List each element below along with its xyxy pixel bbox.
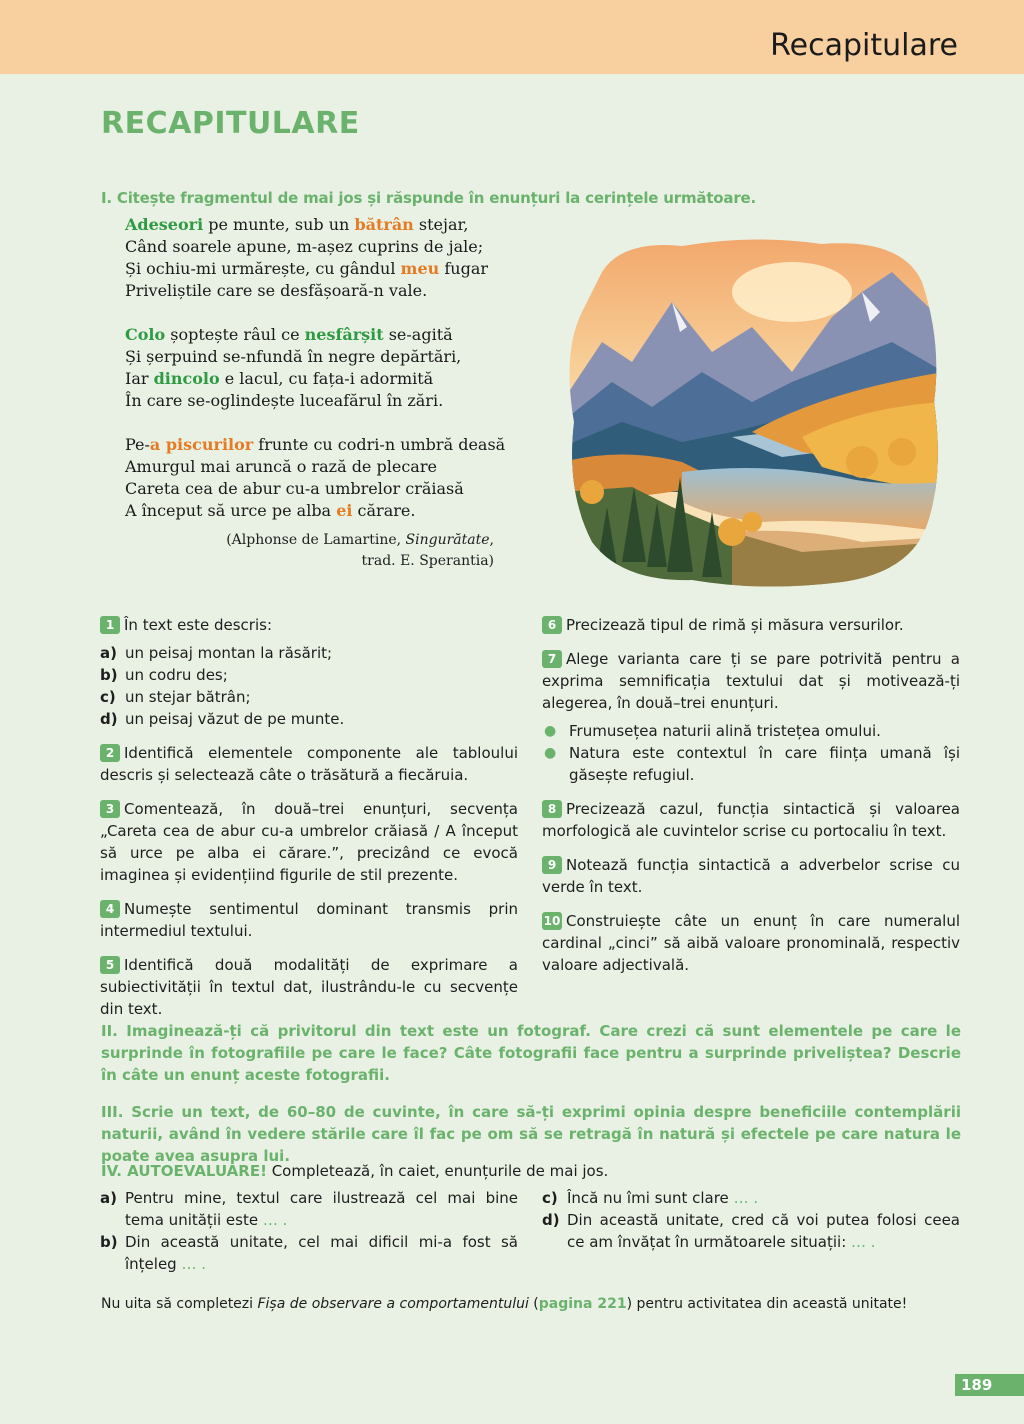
option-text	[125, 1231, 518, 1275]
self-eval-c-text: Încă nu îmi sunt clare	[567, 1189, 734, 1207]
task-number: 6	[542, 616, 562, 634]
tasks-left-column	[100, 614, 518, 1032]
option-c	[100, 686, 518, 708]
option-text	[567, 1187, 758, 1209]
option-letter: c)	[100, 688, 116, 706]
adverb-highlight: Colo	[125, 325, 166, 344]
option-a	[100, 642, 518, 664]
self-eval-c	[542, 1187, 960, 1209]
task-10	[542, 910, 960, 976]
poem-text: frunte cu codri-n umbră deasă	[253, 435, 506, 454]
footer-note	[101, 1294, 907, 1314]
poem-text: A început să urce pe alba	[125, 501, 337, 520]
poem-stanza-3	[125, 434, 525, 522]
page-number: 189	[955, 1374, 1024, 1396]
poem-text: Iar	[125, 369, 154, 388]
self-evaluation-text: Completează, în caiet, enunțurile de mai jos.	[266, 1162, 609, 1180]
task-1-prompt	[100, 614, 518, 636]
task-7-prompt	[542, 648, 960, 714]
blank-dots: … .	[851, 1233, 876, 1251]
pronoun-highlight: ei	[336, 501, 353, 520]
task-number: 8	[542, 800, 562, 818]
section-1-heading-text: I. Citește fragmentul de mai jos și răspunde în enunțuri la cerințele următoare.	[101, 189, 756, 207]
option-letter: b)	[100, 666, 118, 684]
option-text	[125, 1187, 518, 1231]
task-7	[542, 648, 960, 786]
option-letter: d)	[100, 710, 118, 728]
task-number: 3	[100, 800, 120, 818]
poem-text: e lacul, cu fața-i adormită	[219, 369, 434, 388]
task-text: În text este descris:	[124, 616, 273, 634]
adverb-highlight: nesfârșit	[304, 325, 384, 344]
bullet-text: Natura este contextul în care ființa umană își găsește refugiul.	[569, 744, 960, 784]
option-text: un peisaj montan la răsărit;	[125, 644, 333, 662]
note-text: ) pentru activitatea din această unitate!	[626, 1296, 908, 1312]
self-evaluation-right	[542, 1187, 960, 1253]
task-text: Notează funcția sintactică a adverbelor scrise cu verde în text.	[542, 856, 960, 896]
source-line-1	[200, 530, 494, 551]
task-4	[100, 898, 518, 942]
poem-text: cărare.	[352, 501, 416, 520]
task-number: 4	[100, 900, 120, 918]
self-eval-a-text: Pentru mine, textul care ilustrează cel mai bine tema unității este	[125, 1189, 518, 1229]
task-9	[542, 854, 960, 898]
option-letter: a)	[100, 1189, 117, 1207]
option-letter: a)	[100, 644, 117, 662]
tasks-right-column	[542, 614, 960, 988]
noun-highlight: a piscurilor	[149, 435, 254, 454]
task-number: 2	[100, 744, 120, 762]
self-evaluation-left	[100, 1187, 518, 1275]
task-number: 5	[100, 956, 120, 974]
task-text: Precizează cazul, funcția sintactică și valoarea morfologică ale cuvintelor scrise cu portocaliu în text.	[542, 800, 960, 840]
adverb-highlight: dincolo	[153, 369, 220, 388]
task-text: Precizează tipul de rimă și măsura versurilor.	[566, 616, 904, 634]
option-letter: d)	[542, 1211, 560, 1229]
poem-text: pe munte, sub un	[203, 215, 355, 234]
mountain-landscape-illustration	[562, 232, 944, 590]
note-text: (	[528, 1296, 539, 1312]
self-eval-a	[100, 1187, 518, 1231]
poem-text: Pe-	[125, 435, 150, 454]
bullet-item	[542, 720, 960, 742]
option-b	[100, 664, 518, 686]
section-3-heading: III. Scrie un text, de 60–80 de cuvinte, în care să-ți exprimi opinia despre beneficiile contemplării naturii, având în vedere stările care îl fac pe om să se retragă în natură și efectele pe care natura le poate avea asupra lui.	[101, 1103, 961, 1165]
task-number: 1	[100, 616, 120, 634]
poem-line	[125, 258, 525, 280]
header-title: Recapitulare	[770, 28, 958, 63]
self-eval-b	[100, 1231, 518, 1275]
poem-text: se-agită	[383, 325, 453, 344]
source-line-2: trad. E. Sperantia)	[361, 553, 494, 569]
task-2	[100, 742, 518, 786]
adverb-highlight: Adeseori	[125, 215, 204, 234]
self-eval-d	[542, 1209, 960, 1253]
task-text: Alege varianta care ți se pare potrivită pentru a exprima semnificația textului dat și motivează-ți alegerea, în două–trei enunțuri.	[542, 650, 960, 712]
noun-highlight: meu	[400, 259, 440, 278]
task-6	[542, 614, 960, 636]
option-text: un peisaj văzut de pe munte.	[125, 710, 345, 728]
task-text: Numește sentimentul dominant transmis prin intermediul textului.	[100, 900, 518, 940]
poem-stanza-1	[125, 214, 525, 302]
bullet-item	[542, 742, 960, 786]
task-text: Construiește câte un enunț în care numeralul cardinal „cinci” să aibă valoare pronominală, respectiv valoare adjectivală.	[542, 912, 960, 974]
poem-line: Priveliștile care se desfășoară-n vale.	[125, 281, 428, 300]
task-3	[100, 798, 518, 886]
self-eval-d-text: Din această unitate, cred că voi putea folosi ceea ce am învățat în următoarele situații:	[567, 1211, 960, 1251]
poem-text: fugar	[439, 259, 489, 278]
poem-line: Când soarele apune, m-așez cuprins de jale;	[125, 237, 484, 256]
poem-text: Și ochiu-mi urmărește, cu gândul	[125, 259, 401, 278]
task-5	[100, 954, 518, 1020]
self-eval-b-text: Din această unitate, cel mai dificil mi-a fost să înțeleg	[125, 1233, 518, 1273]
note-worksheet-title: Fișa de observare a comportamentului	[257, 1296, 529, 1312]
task-number: 7	[542, 650, 562, 668]
poem-line: Și șerpuind se-nfundă în negre depărtări,	[125, 347, 462, 366]
task-1	[100, 614, 518, 730]
task-text: Comentează, în două–trei enunțuri, secvența „Careta cea de abur cu-a umbrelor crăiasă / A început să urce pe alba ei cărare.”, precizând ce evocă imaginea și evidențiind figurile de stil prezente.	[100, 800, 518, 884]
section-2-heading: II. Imaginează-ți că privitorul din text este un fotograf. Care crezi că sunt elementele pe care le surprinde în fotografiile pe care le face? Câte fotografii face pentru a surprinde priveliștea? Descrie în câte un enunț aceste fotografii.	[101, 1022, 961, 1084]
task-text: Identifică elementele componente ale tabloului descris și selectează câte o trăsătură a fiecăruia.	[100, 744, 518, 784]
source-comma: ,	[489, 532, 494, 548]
section-4-heading	[101, 1160, 608, 1182]
poem-line: Careta cea de abur cu-a umbrelor crăiasă	[125, 479, 464, 498]
option-text: un codru des;	[125, 666, 228, 684]
task-text: Identifică două modalități de exprimare a subiectivității în textul dat, ilustrându-le cu secvențe din text.	[100, 956, 518, 1018]
self-evaluation-label: IV. AUTOEVALUARE!	[101, 1162, 267, 1180]
poem-text: șoptește râul ce	[165, 325, 305, 344]
poem-line: Amurgul mai aruncă o rază de plecare	[125, 457, 437, 476]
poem	[125, 214, 525, 544]
poem-line	[125, 214, 525, 236]
task-8	[542, 798, 960, 842]
blank-dots: … .	[262, 1211, 288, 1229]
page-title: RECAPITULARE	[101, 106, 360, 141]
noun-highlight: bătrân	[354, 215, 414, 234]
option-text	[567, 1209, 960, 1253]
blank-dots: … .	[733, 1189, 759, 1207]
option-d	[100, 708, 518, 730]
poem-stanza-2	[125, 324, 525, 412]
poem-line	[125, 324, 525, 346]
poem-line: În care se-oglindește luceafărul în zări.	[125, 391, 444, 410]
blank-dots: … .	[181, 1255, 207, 1273]
poem-line	[125, 368, 525, 390]
option-letter: b)	[100, 1233, 118, 1251]
task-number: 10	[543, 914, 561, 928]
option-text: un stejar bătrân;	[125, 688, 251, 706]
bullet-dot-icon: ●	[544, 723, 557, 739]
task-number: 9	[542, 856, 562, 874]
poem-source	[200, 530, 494, 572]
poem-line	[125, 434, 525, 456]
source-title: Singurătate	[405, 532, 490, 548]
source-author: (Alphonse de Lamartine,	[226, 532, 406, 548]
poem-line	[125, 500, 525, 522]
note-text: Nu uita să completezi	[101, 1296, 258, 1312]
poem-text: stejar,	[413, 215, 469, 234]
bullet-dot-icon: ●	[544, 745, 557, 761]
option-letter: c)	[542, 1189, 558, 1207]
page-reference-link[interactable]: pagina 221	[538, 1296, 627, 1312]
bullet-text: Frumusețea naturii alină tristețea omului.	[569, 722, 881, 740]
section-1-heading	[101, 187, 756, 209]
